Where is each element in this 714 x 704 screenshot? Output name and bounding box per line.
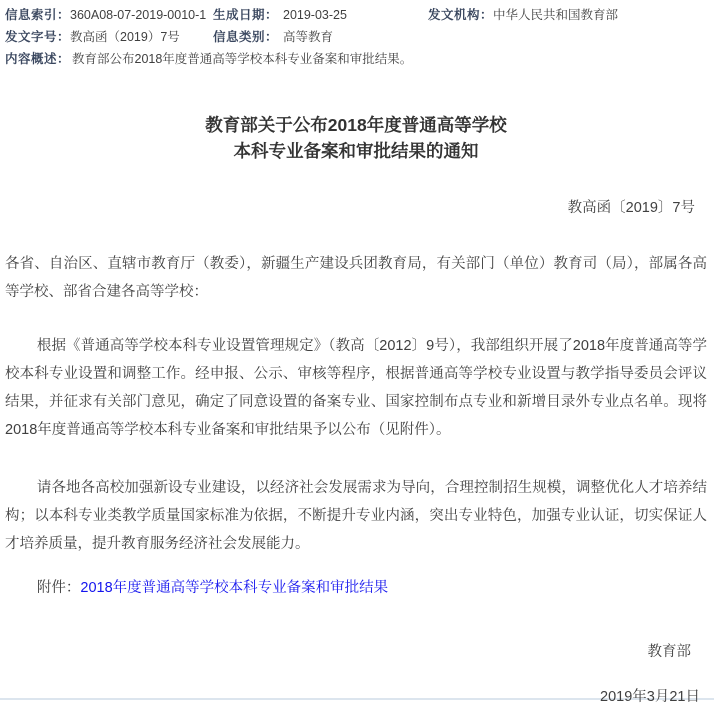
meta-pair-issuing-agency bbox=[428, 4, 714, 26]
doc-number-value: 教高函（2019）7号 bbox=[70, 30, 180, 44]
meta-row-1 bbox=[5, 4, 714, 26]
salutation-paragraph: 各省、自治区、直辖市教育厅（教委），新疆生产建设兵团教育局，有关部门（单位）教育司（局），部属各高等学校、部省合建各高等学校： bbox=[5, 256, 707, 300]
meta-pair-content-summary bbox=[5, 48, 412, 70]
meta-row-2 bbox=[5, 26, 714, 48]
meta-pair-doc-number bbox=[5, 26, 213, 48]
generate-date-value: 2019-03-25 bbox=[283, 8, 347, 22]
info-index-label: 信息索引： bbox=[5, 8, 71, 22]
document-reference-number: 教高函〔2019〕7号 bbox=[567, 200, 695, 216]
info-category-value: 高等教育 bbox=[283, 30, 334, 44]
content-summary-value: 教育部公布2018年度普通高等学校本科专业备案和审批结果。 bbox=[72, 52, 413, 66]
meta-pair-generate-date bbox=[213, 4, 428, 26]
document-title bbox=[5, 112, 707, 164]
doc-number-label: 发文字号： bbox=[5, 30, 71, 44]
issuing-agency-label: 发文机构： bbox=[428, 8, 494, 22]
meta-row-3 bbox=[5, 48, 714, 70]
generate-date-label: 生成日期： bbox=[213, 8, 279, 22]
body-paragraph-2: 请各地各高校加强新设专业建设，以经济社会发展需求为导向，合理控制招生规模，调整优化人才培养结构；以本科专业类教学质量国家标准为依据，不断提升专业内涵，突出专业特色，加强专业认证，切实保证人才培养质量，提升教育服务经济社会发展能力。 bbox=[5, 480, 707, 552]
meta-pair-info-index bbox=[5, 4, 213, 26]
info-index-value: 360A08-07-2019-0010-1 bbox=[70, 8, 207, 22]
attachment-line bbox=[5, 574, 707, 602]
meta-pair-info-category bbox=[213, 26, 428, 48]
document-title-line-2: 本科专业备案和审批结果的通知 bbox=[233, 141, 479, 161]
attachment-label: 附件： bbox=[36, 580, 81, 596]
content-summary-label: 内容概述： bbox=[5, 52, 71, 66]
document-body bbox=[0, 112, 714, 704]
document-meta-header bbox=[0, 0, 714, 70]
document-date: 2019年3月21日 bbox=[600, 689, 700, 704]
info-category-label: 信息类别： bbox=[213, 30, 279, 44]
issuing-agency-value: 中华人民共和国教育部 bbox=[493, 8, 619, 22]
body-paragraph-1: 根据《普通高等学校本科专业设置管理规定》（教高〔2012〕9号），我部组织开展了2018年度普通高等学校本科专业设置和调整工作。经申报、公示、审核等程序，根据普通高等学校专业设置与教学指导委员会评议结果，并征求有关部门意见，确定了同意设置的备案专业、国家控制布点专业和新增目录外专业点名单。现将2018年度普通高等学校本科专业备案和审批结果予以公布（见附件）。 bbox=[5, 338, 707, 438]
attachment-link[interactable]: 2018年度普通高等学校本科专业备案和审批结果 bbox=[80, 580, 389, 596]
signing-authority: 教育部 bbox=[647, 644, 691, 660]
document-title-line-1: 教育部关于公布2018年度普通高等学校 bbox=[205, 115, 507, 135]
